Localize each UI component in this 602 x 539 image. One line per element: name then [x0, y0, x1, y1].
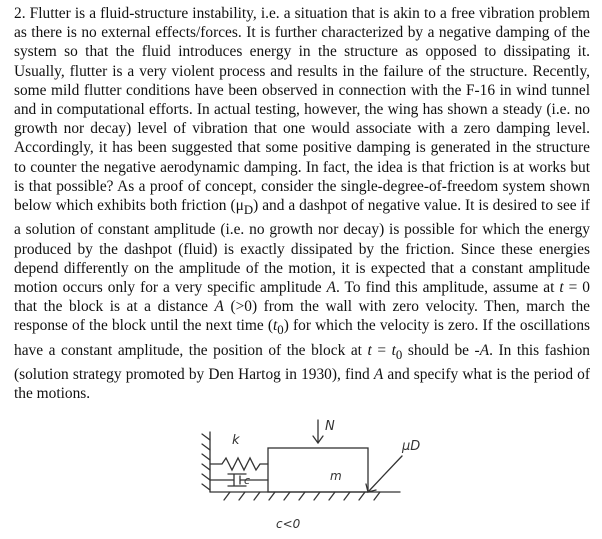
problem-number: 2.	[14, 5, 26, 22]
spring-mass-dashpot-sketch	[190, 412, 430, 534]
normal-force-arrow	[313, 420, 323, 443]
friction-arrow	[366, 456, 402, 492]
mass-block	[268, 448, 368, 492]
floor-hatching	[224, 492, 380, 500]
dashpot	[210, 474, 268, 486]
friction-label: μD	[402, 439, 421, 454]
dashpot-label: c	[244, 474, 251, 487]
spring	[210, 458, 268, 470]
normal-force-label: N	[325, 419, 335, 434]
wall-hatching	[202, 434, 210, 490]
spring-label: k	[232, 433, 240, 448]
problem-statement: 2. Flutter is a fluid-structure instability, i.e. a situation that is akin to a free vibration problem as there is no external effects/forces. It is further characterized by a negative damping of the system so that the fluid introduces energy in the structure as opposed to dissipating it. Usually, flutter is a very violent process and results in the failure of the structure. Recently, some mild flutter conditions have been observed in connection with the F-16 in wind tunnel and in computational efforts. In actual testing, however, the wing has shown a steady (i.e. no growth nor decay) level of vibration that one would associate with a zero damping level. Accordingly, it has been suggested that some positive damping is generated in the structure to counter the negative aerodynamic damping. In fact, the idea is that friction is at works but is that possible? As a proof of concept, consider the single-degree-of-freedom system shown below which exhibits both friction $(\mu_D)$ and a dashpot of negative value. It is desired to see if a solution of constant amplitude (i.e. no growth nor decay) is possible for which the energy produced by the dashpot (fluid) is exactly dissipated by the friction. Since these energies depend differently on the amplitude of the motion, it is expected that a constant amplitude motion occurs only for a very specific amplitude A. To find this amplitude, assume at t = 0 that the block is at a distance A (>0) from the wall with zero velocity. Then, march the response of the block until the next time $(t_0)$ for which the velocity is zero. If the oscillations have a constant amplitude, the position of the block at $t = t_0$ should be -A. In this fashion (solution strategy promoted by Den Hartog in 1930), find A and specify what is the period of the motions.	[14, 5, 591, 403]
mass-label: m	[330, 469, 342, 483]
negative-damping-label: c<0	[276, 517, 301, 531]
friction-symbol: $\mu_D$	[235, 197, 254, 218]
